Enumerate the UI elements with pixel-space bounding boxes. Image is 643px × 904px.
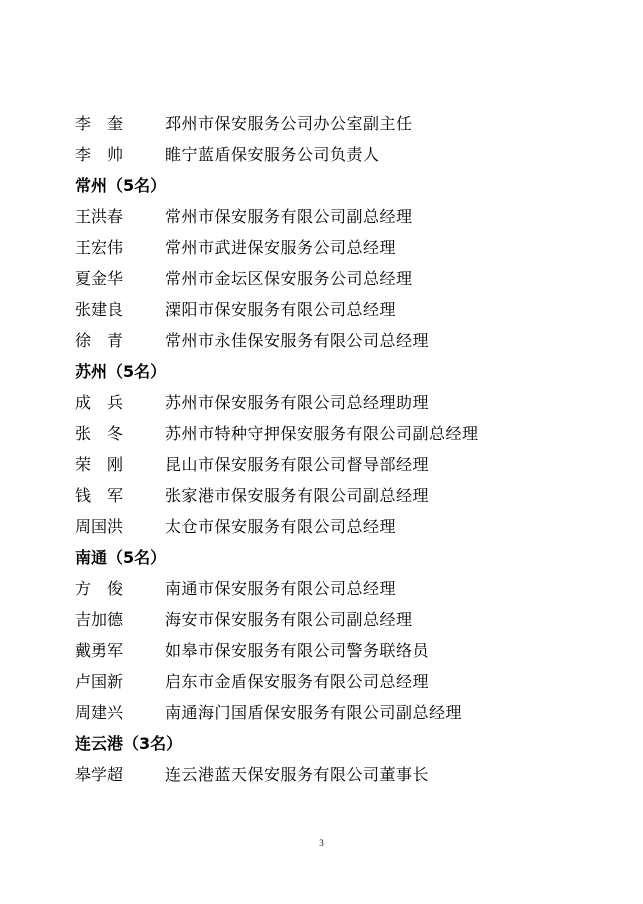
person-organization: 常州市保安服务有限公司副总经理	[165, 207, 413, 226]
name-list	[75, 108, 595, 790]
person-organization: 常州市金坛区保安服务公司总经理	[165, 269, 413, 288]
list-item	[75, 263, 595, 294]
person-organization: 睢宁蓝盾保安服务公司负责人	[165, 145, 380, 164]
list-item	[75, 480, 595, 511]
list-item	[75, 697, 595, 728]
section-heading-suzhou: 苏州（5名）	[75, 362, 167, 381]
list-item	[75, 573, 595, 604]
list-item	[75, 325, 595, 356]
person-organization: 常州市永佳保安服务有限公司总经理	[165, 331, 430, 350]
person-organization: 南通市保安服务有限公司总经理	[165, 579, 397, 598]
person-organization: 溧阳市保安服务有限公司总经理	[165, 300, 397, 319]
person-name: 周国洪	[75, 517, 124, 536]
section-heading-lianyungang: 连云港（3名）	[75, 734, 183, 753]
person-name: 张建良	[75, 300, 124, 319]
person-name: 吉加德	[75, 610, 124, 629]
section-heading-changzhou: 常州（5名）	[75, 176, 167, 195]
person-name: 卢国新	[75, 672, 124, 691]
person-name: 李 奎	[75, 114, 124, 133]
person-name: 徐 青	[75, 331, 124, 350]
list-item	[75, 666, 595, 697]
list-item	[75, 604, 595, 635]
person-organization: 如皋市保安服务有限公司警务联络员	[165, 641, 430, 660]
person-name: 成 兵	[75, 393, 124, 412]
list-item	[75, 418, 595, 449]
person-organization: 苏州市特种守押保安服务有限公司副总经理	[165, 424, 479, 443]
list-item	[75, 139, 595, 170]
person-organization: 连云港蓝天保安服务有限公司董事长	[165, 765, 430, 784]
person-organization: 太仓市保安服务有限公司总经理	[165, 517, 397, 536]
list-item	[75, 108, 595, 139]
person-name: 周建兴	[75, 703, 124, 722]
list-item	[75, 635, 595, 666]
person-organization: 苏州市保安服务有限公司总经理助理	[165, 393, 430, 412]
list-item	[75, 201, 595, 232]
person-organization: 海安市保安服务有限公司副总经理	[165, 610, 413, 629]
person-organization: 启东市金盾保安服务有限公司总经理	[165, 672, 430, 691]
list-item	[75, 232, 595, 263]
section-heading-nantong: 南通（5名）	[75, 548, 167, 567]
list-item	[75, 294, 595, 325]
person-name: 张 冬	[75, 424, 124, 443]
person-name: 戴勇军	[75, 641, 124, 660]
person-name: 王洪春	[75, 207, 124, 226]
person-organization: 邳州市保安服务公司办公室副主任	[165, 114, 413, 133]
person-organization: 南通海门国盾保安服务有限公司副总经理	[165, 703, 463, 722]
list-item	[75, 511, 595, 542]
person-name: 荣 刚	[75, 455, 124, 474]
person-organization: 昆山市保安服务有限公司督导部经理	[165, 455, 430, 474]
person-name: 李 帅	[75, 145, 124, 164]
list-item	[75, 449, 595, 480]
person-name: 钱 军	[75, 486, 124, 505]
person-organization: 张家港市保安服务有限公司副总经理	[165, 486, 430, 505]
person-name: 王宏伟	[75, 238, 124, 257]
person-name: 皋学超	[75, 765, 124, 784]
person-name: 夏金华	[75, 269, 124, 288]
list-item	[75, 759, 595, 790]
person-name: 方 俊	[75, 579, 124, 598]
person-organization: 常州市武进保安服务公司总经理	[165, 238, 397, 257]
list-item	[75, 387, 595, 418]
page-number: 3	[319, 838, 324, 848]
